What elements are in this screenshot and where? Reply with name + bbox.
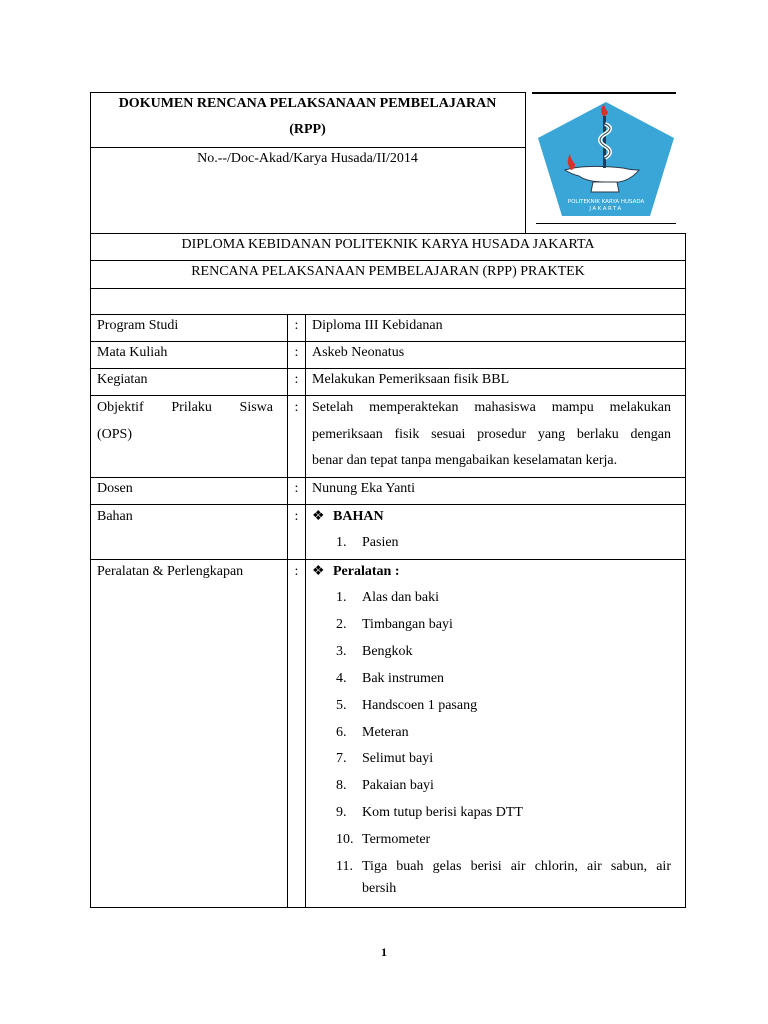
logo-pentagon-icon xyxy=(535,98,677,222)
heading-peralatan: Peralatan : xyxy=(333,564,400,579)
label-mata-kuliah: Mata Kuliah xyxy=(97,345,168,360)
table-border xyxy=(90,92,91,908)
item-number: 11. xyxy=(336,859,353,874)
item-number: 8. xyxy=(336,778,347,793)
colon: : xyxy=(294,400,299,415)
document-number: No.--/Doc-Akad/Karya Husada/II/2014 xyxy=(197,151,418,166)
item-11-continuation: bersih xyxy=(362,881,397,896)
list-item: Pakaian bayi xyxy=(362,778,434,793)
table-border xyxy=(90,260,686,261)
label-bahan: Bahan xyxy=(97,509,133,524)
item-number: 6. xyxy=(336,725,347,740)
label-word: Prilaku xyxy=(171,400,212,415)
colon: : xyxy=(294,318,299,333)
value-dosen: Nunung Eka Yanti xyxy=(312,481,416,496)
table-border xyxy=(525,92,526,233)
table-border xyxy=(90,341,686,342)
value-objektif-line1: Setelah memperaktekan mahasiswa mampu melakukan xyxy=(312,400,671,415)
table-border xyxy=(90,233,686,234)
label-objektif-abbr: (OPS) xyxy=(97,427,133,442)
label-kegiatan: Kegiatan xyxy=(97,372,148,387)
list-item: Termometer xyxy=(362,832,431,847)
value-objektif-line2: pemeriksaan fisik sesuai prosedur yang berlaku dengan xyxy=(312,427,671,442)
institution-logo xyxy=(535,98,677,222)
value-mata-kuliah: Askeb Neonatus xyxy=(312,345,405,360)
label-peralatan: Peralatan & Perlengkapan xyxy=(97,564,244,579)
label-word: Objektif xyxy=(97,400,144,415)
page-number: 1 xyxy=(381,945,387,959)
table-border xyxy=(90,504,686,505)
item-number: 4. xyxy=(336,671,347,686)
colon: : xyxy=(294,481,299,496)
document-title-abbr: (RPP) xyxy=(289,122,326,137)
svg-text:POLITEKNIK KARYA HUSADA: POLITEKNIK KARYA HUSADA xyxy=(567,199,645,205)
table-border xyxy=(90,314,686,315)
value-kegiatan: Melakukan Pemeriksaan fisik BBL xyxy=(312,372,510,387)
list-item: Tiga buah gelas berisi air chlorin, air sabun, air xyxy=(362,859,671,874)
label-program-studi: Program Studi xyxy=(97,318,179,333)
list-item: Bengkok xyxy=(362,644,413,659)
table-border xyxy=(90,395,686,396)
item-text: Pasien xyxy=(362,535,399,550)
table-border xyxy=(90,288,686,289)
value-program-studi: Diploma III Kebidanan xyxy=(312,318,443,333)
label-dosen: Dosen xyxy=(97,481,133,496)
item-number: 5. xyxy=(336,698,347,713)
colon: : xyxy=(294,345,299,360)
institution-name: DIPLOMA KEBIDANAN POLITEKNIK KARYA HUSADA JAKARTA xyxy=(181,237,595,252)
table-border xyxy=(90,368,686,369)
heading-bahan: BAHAN xyxy=(333,509,384,524)
list-item: Selimut bayi xyxy=(362,751,434,766)
value-objektif-line3: benar dan tepat tanpa mengabaikan keselamatan kerja. xyxy=(312,453,618,468)
item-number: 2. xyxy=(336,617,347,632)
list-item: Meteran xyxy=(362,725,409,740)
document-type: RENCANA PELAKSANAAN PEMBELAJARAN (RPP) PRAKTEK xyxy=(191,264,585,279)
table-border xyxy=(90,92,526,93)
svg-text:JAKARTA: JAKARTA xyxy=(589,206,623,212)
list-item xyxy=(336,534,399,551)
item-number: 1. xyxy=(336,590,347,605)
list-item: Bak instrumen xyxy=(362,671,445,686)
item-number: 7. xyxy=(336,751,347,766)
diamond-bullet-icon: ❖ xyxy=(312,564,325,579)
diamond-bullet-icon: ❖ xyxy=(312,509,325,524)
item-number: 3. xyxy=(336,644,347,659)
table-border xyxy=(90,559,686,560)
table-border xyxy=(532,92,676,94)
document-title: DOKUMEN RENCANA PELAKSANAAN PEMBELAJARAN xyxy=(118,96,497,111)
colon: : xyxy=(294,509,299,524)
item-number: 9. xyxy=(336,805,347,820)
item-number: 10. xyxy=(336,832,354,847)
list-item: Timbangan bayi xyxy=(362,617,453,632)
table-border xyxy=(90,477,686,478)
colon: : xyxy=(294,564,299,579)
table-border xyxy=(90,907,686,908)
item-number: 1. xyxy=(336,535,347,550)
table-border xyxy=(90,147,526,148)
label-objektif xyxy=(97,399,273,416)
table-border xyxy=(536,223,676,224)
label-word: Siswa xyxy=(239,400,273,415)
list-item: Handscoen 1 pasang xyxy=(362,698,478,713)
table-border xyxy=(685,233,686,908)
table-border xyxy=(305,314,306,908)
list-item: Alas dan baki xyxy=(362,590,439,605)
list-item: Kom tutup berisi kapas DTT xyxy=(362,805,523,820)
colon: : xyxy=(294,372,299,387)
